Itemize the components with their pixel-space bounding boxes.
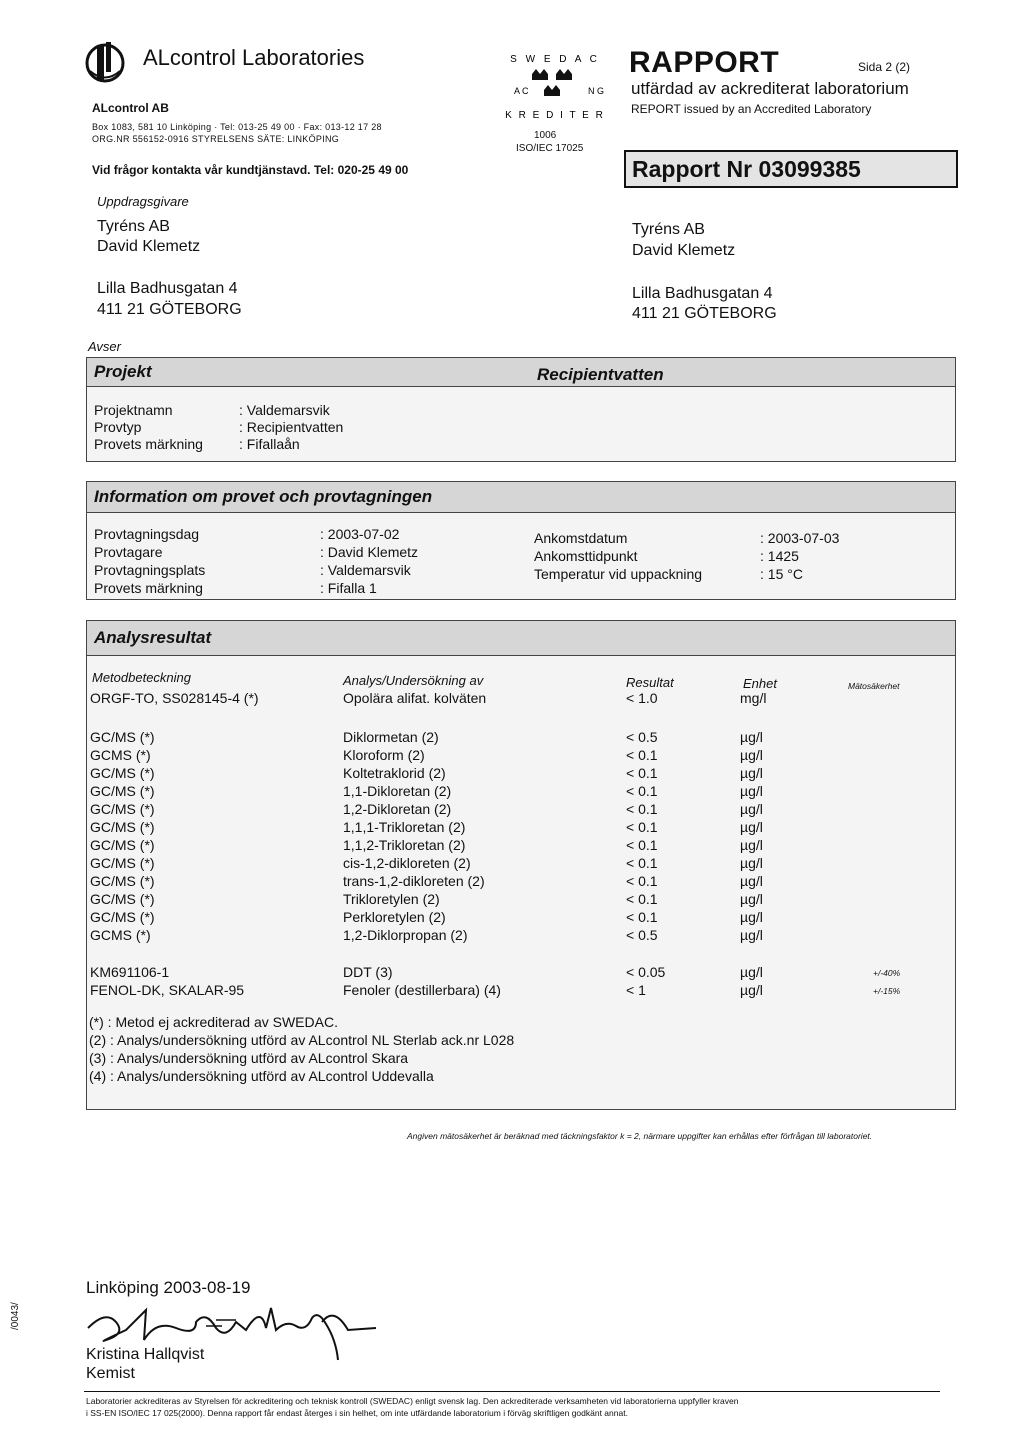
cell-unit: µg/l	[740, 909, 763, 925]
cell-result: < 0.05	[626, 964, 666, 980]
cell-unit: µg/l	[740, 982, 763, 998]
info-field-value: : 2003-07-02	[320, 526, 400, 542]
cell-unit: µg/l	[740, 729, 763, 745]
cell-result: < 0.5	[626, 927, 658, 943]
info-field-value: : 2003-07-03	[760, 530, 840, 546]
cell-analysis: cis-1,2-dikloreten (2)	[343, 855, 471, 871]
client-street: Lilla Badhusgatan 4	[97, 280, 238, 297]
col-header-uncertainty: Mätosäkerhet	[848, 681, 900, 691]
cell-method: GC/MS (*)	[90, 765, 155, 781]
cell-uncertainty: +/-40%	[873, 968, 901, 978]
results-note: (*) : Metod ej ackrediterad av SWEDAC.	[89, 1014, 338, 1030]
info-field-label: Provtagare	[94, 544, 163, 560]
svg-text:A C: A C	[514, 86, 529, 96]
report-subtitle-en: REPORT issued by an Accredited Laboratory	[631, 102, 872, 116]
cell-analysis: Fenoler (destillerbara) (4)	[343, 982, 501, 998]
cell-result: < 0.1	[626, 783, 658, 799]
cell-method: FENOL-DK, SKALAR-95	[90, 982, 245, 998]
cell-analysis: Perkloretylen (2)	[343, 909, 446, 925]
info-field-label: Ankomstdatum	[534, 530, 628, 546]
signature-place-date: Linköping 2003-08-19	[86, 1278, 251, 1297]
page-indicator: Sida 2 (2)	[858, 60, 911, 74]
seal-standard: ISO/IEC 17025	[516, 143, 584, 154]
cell-method: GC/MS (*)	[90, 891, 155, 907]
company-ab: ALcontrol AB	[92, 101, 169, 115]
signature-title: Kemist	[86, 1365, 135, 1382]
project-field-value: : Recipientvatten	[239, 419, 344, 435]
report-title: RAPPORT	[629, 46, 780, 79]
cell-method: GC/MS (*)	[90, 855, 155, 871]
cell-method: GC/MS (*)	[90, 801, 155, 817]
cell-unit: mg/l	[740, 690, 767, 706]
results-note: (3) : Analys/undersökning utförd av ALcontrol Skara	[89, 1050, 409, 1066]
info-field-value: : 15 °C	[760, 566, 803, 582]
swedac-seal-icon	[505, 44, 605, 124]
report-number: Rapport Nr 03099385	[632, 156, 861, 182]
info-field-value: : Fifalla 1	[320, 580, 377, 596]
client-city: 411 21 GÖTEBORG	[97, 301, 242, 318]
cell-analysis: 1,1-Dikloretan (2)	[343, 783, 452, 799]
cell-analysis: Koltetraklorid (2)	[343, 765, 446, 781]
col-header-unit: Enhet	[743, 676, 777, 691]
cell-analysis: 1,1,2-Trikloretan (2)	[343, 837, 466, 853]
cell-uncertainty: +/-15%	[873, 986, 901, 996]
project-field-label: Projektnamn	[94, 402, 173, 418]
footer-line-1: Laboratorier ackrediteras av Styrelsen för ackreditering och teknisk kontroll (SWEDAC) enligt svensk lag. Den ackrediterade verksamheten vid laboratorierna uppfyller kraven	[86, 1396, 739, 1406]
recipient-street: Lilla Badhusgatan 4	[632, 285, 773, 302]
results-note: (4) : Analys/undersökning utförd av ALcontrol Uddevalla	[89, 1068, 434, 1084]
cell-method: GCMS (*)	[90, 747, 151, 763]
uncertainty-note: Angiven mätosäkerhet är beräknad med täckningsfaktor k = 2, närmare uppgifter kan erhållas efter förfrågan till laboratoriet.	[407, 1131, 873, 1141]
cell-method: GC/MS (*)	[90, 729, 155, 745]
cell-method: GC/MS (*)	[90, 783, 155, 799]
project-section-title: Projekt	[94, 362, 152, 381]
info-field-value: : David Klemetz	[320, 544, 419, 560]
cell-unit: µg/l	[740, 891, 763, 907]
cell-unit: µg/l	[740, 964, 763, 980]
cell-unit: µg/l	[740, 765, 763, 781]
cell-result: < 1	[626, 982, 646, 998]
project-field-value: : Valdemarsvik	[239, 402, 330, 418]
cell-method: GC/MS (*)	[90, 837, 155, 853]
results-section-header	[86, 620, 956, 656]
svg-text:S W E D A C: S W E D A C	[510, 54, 600, 65]
company-org-number: ORG.NR 556152-0916 STYRELSENS SÄTE: LINKÖPING	[92, 134, 340, 144]
cell-unit: µg/l	[740, 801, 763, 817]
cell-unit: µg/l	[740, 783, 763, 799]
cell-result: < 0.1	[626, 747, 658, 763]
col-header-result: Resultat	[626, 675, 674, 690]
recipient-person: David Klemetz	[632, 242, 736, 259]
cell-analysis: 1,1,1-Trikloretan (2)	[343, 819, 466, 835]
cell-analysis: Kloroform (2)	[343, 747, 425, 763]
cell-method: GC/MS (*)	[90, 909, 155, 925]
results-section-title: Analysresultat	[94, 628, 212, 647]
cell-analysis: 1,2-Dikloretan (2)	[343, 801, 452, 817]
project-section-subtitle: Recipientvatten	[537, 365, 664, 384]
cell-analysis: Opolära alifat. kolväten	[343, 690, 487, 706]
cell-result: < 0.1	[626, 819, 658, 835]
footer-line-2: i SS-EN ISO/IEC 17 025(2000). Denna rapport får endast återges i sin helhet, om inte utfärdande laboratorium i förväg skriftligen godkänt annat.	[86, 1408, 628, 1418]
recipient-city: 411 21 GÖTEBORG	[632, 305, 777, 322]
cell-analysis: DDT (3)	[343, 964, 393, 980]
cell-unit: µg/l	[740, 927, 763, 943]
cell-result: < 1.0	[626, 690, 658, 706]
cell-result: < 0.1	[626, 801, 658, 817]
cell-analysis: trans-1,2-dikloreten (2)	[343, 873, 485, 889]
results-note: (2) : Analys/undersökning utförd av ALcontrol NL Sterlab ack.nr L028	[89, 1032, 515, 1048]
cell-result: < 0.5	[626, 729, 658, 745]
cell-unit: µg/l	[740, 837, 763, 853]
cell-method: GC/MS (*)	[90, 819, 155, 835]
svg-text:N G: N G	[588, 86, 605, 96]
info-field-value: : 1425	[760, 548, 799, 564]
signature-name: Kristina Hallqvist	[86, 1346, 205, 1363]
client-person: David Klemetz	[97, 238, 201, 255]
info-field-label: Temperatur vid uppackning	[534, 566, 703, 582]
cell-method: ORGF-TO, SS028145-4 (*)	[90, 690, 259, 706]
cell-method: GCMS (*)	[90, 927, 151, 943]
info-section-title: Information om provet och provtagningen	[94, 487, 433, 506]
col-header-method: Metodbeteckning	[92, 670, 192, 685]
report-subtitle-sv: utfärdad av ackrediterat laboratorium	[631, 79, 909, 98]
company-name: ALcontrol Laboratories	[143, 45, 365, 70]
cell-result: < 0.1	[626, 765, 658, 781]
cell-result: < 0.1	[626, 837, 658, 853]
cell-method: GC/MS (*)	[90, 873, 155, 889]
cell-unit: µg/l	[740, 819, 763, 835]
cell-analysis: Trikloretylen (2)	[343, 891, 440, 907]
recipient-name: Tyréns AB	[632, 221, 705, 238]
side-page-number: /0043/	[10, 1302, 21, 1330]
info-field-label: Provtagningsdag	[94, 526, 200, 542]
company-address: Box 1083, 581 10 Linköping · Tel: 013-25 49 00 · Fax: 013-12 17 28	[92, 122, 382, 132]
info-field-value: : Valdemarsvik	[320, 562, 411, 578]
cell-result: < 0.1	[626, 873, 658, 889]
svg-text:K R E D I T E R: K R E D I T E R	[505, 110, 605, 121]
project-field-label: Provets märkning	[94, 436, 203, 452]
avser-label: Avser	[88, 339, 121, 354]
seal-number: 1006	[534, 130, 557, 141]
cell-unit: µg/l	[740, 855, 763, 871]
project-field-value: : Fifallaån	[239, 436, 300, 452]
info-field-label: Provtagningsplats	[94, 562, 206, 578]
col-header-analysis: Analys/Undersökning av	[343, 673, 484, 688]
client-label: Uppdragsgivare	[97, 194, 189, 209]
client-name: Tyréns AB	[97, 218, 170, 235]
project-section-header	[86, 357, 956, 387]
footer-divider	[84, 1391, 940, 1392]
cell-unit: µg/l	[740, 747, 763, 763]
project-field-label: Provtyp	[94, 419, 142, 435]
cell-analysis: 1,2-Diklorpropan (2)	[343, 927, 468, 943]
contact-line: Vid frågor kontakta vår kundtjänstavd. Tel: 020-25 49 00	[92, 163, 409, 177]
info-field-label: Ankomsttidpunkt	[534, 548, 638, 564]
cell-unit: µg/l	[740, 873, 763, 889]
cell-result: < 0.1	[626, 909, 658, 925]
alcontrol-logo-icon	[84, 38, 126, 84]
cell-result: < 0.1	[626, 855, 658, 871]
cell-method: KM691106-1	[90, 964, 170, 980]
cell-result: < 0.1	[626, 891, 658, 907]
cell-analysis: Diklormetan (2)	[343, 729, 439, 745]
info-field-label: Provets märkning	[94, 580, 203, 596]
